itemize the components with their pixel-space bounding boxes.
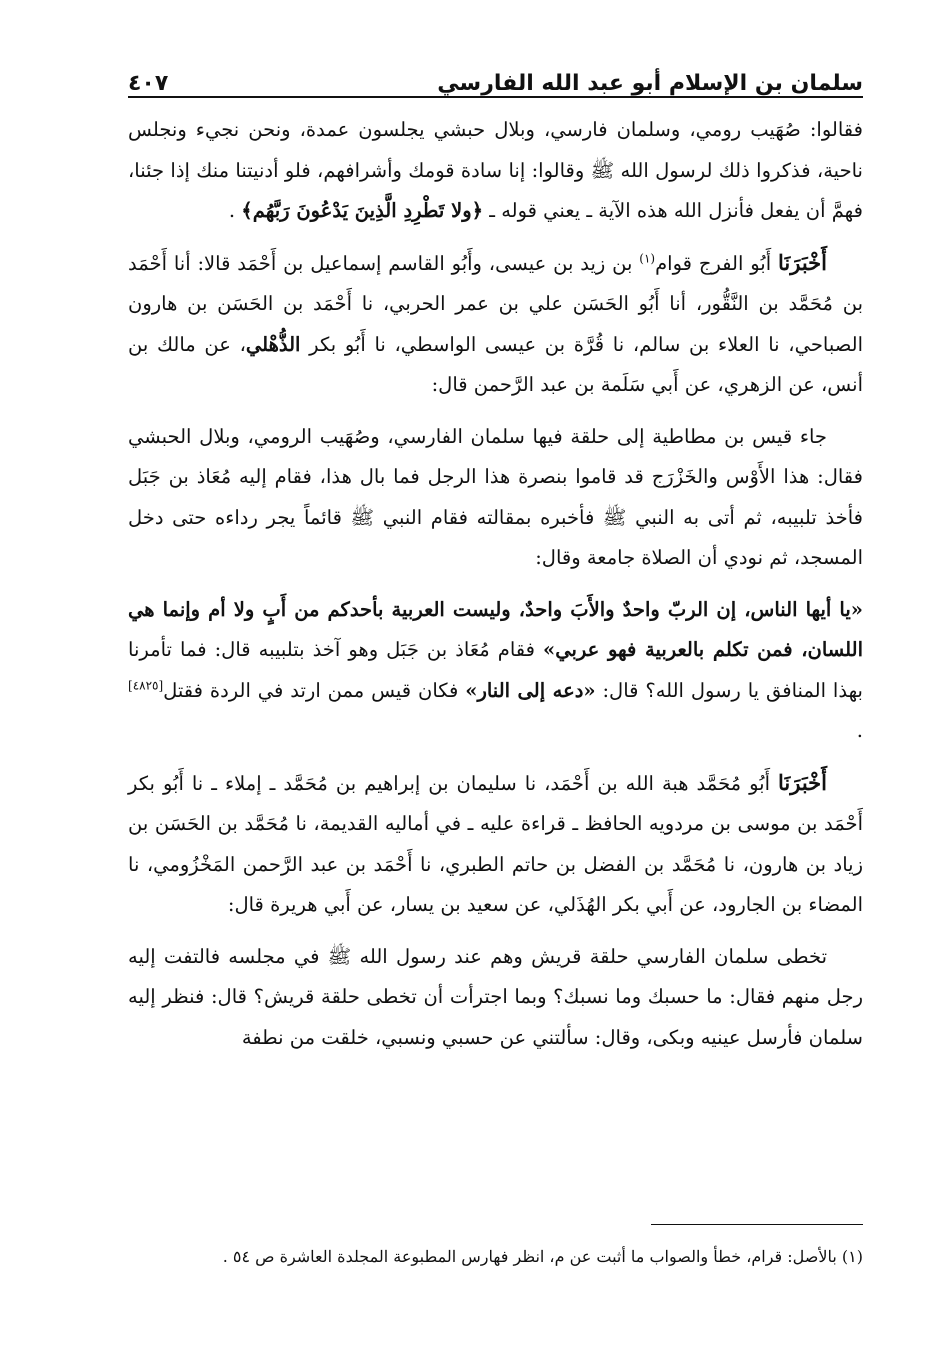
paragraph-3: جاء قيس بن مطاطية إلى حلقة فيها سلمان الفارسي، وصُهَيب الرومي، وبلال الحبشي فقال: هذا الأَوْس والخَزْرَج قد قاموا بنصرة هذا الرجل فما بال هذا، فقام إليه مُعَاذ بن جَبَل فأخذ تلبيبه، ثم أتى به النبي ﷺ فأخبره بمقالته فقام النبي ﷺ قائماً يجر رداءه حتى دخل المسجد، ثم نودي أن الصلاة جامعة وقال: — [128, 424, 863, 569]
page-number: ٤٠٧ — [128, 71, 169, 96]
footnote-divider — [651, 1224, 863, 1225]
isnad-lead: أَخْبَرَنَا — [778, 249, 827, 275]
paragraph-6: تخطى سلمان الفارسي حلقة قريش وهم عند رسول الله ﷺ في مجلسه فالتفت إليه رجل منهم فقال: ما حسبك وما نسبك؟ وبما اجترأت أن تخطى حلقة قريش؟ قال: فنظر إليه سلمان فأرسل عينيه وبكى، وقال: سألتني عن حسبي ونسبي، خلقت من نطفة — [128, 944, 863, 1049]
paragraph-5: أَخْبَرَنَا أَبُو مُحَمَّد هبة الله بن أَحْمَد، نا سليمان بن إبراهيم بن مُحَمَّد ـ إملاء ـ نا أَبُو بكر أَحْمَد بن موسى بن مردويه الحافظ ـ قراءة عليه ـ في أماليه القديمة، نا مُحَمَّد بن الحَسَن بن زياد بن هارون، نا مُحَمَّد بن الفضل بن حاتم الطبري، نا أَحْمَد بن عبد الرَّحمن المَخْزُومي، نا المضاء بن الجارود، عن أَبي بكر الهُذَلي، عن سعيد بن يسار، عن أَبي هريرة قال: — [128, 769, 863, 916]
paragraph-2: أَخْبَرَنَا أَبُو الفرج قوام$^{(١)}$ بن زيد بن عيسى، وأَبُو القاسم إسماعيل بن أَحْمَد قالا: أنا أَحْمَد بن مُحَمَّد بن النَّقُّور، أنا أَبُو الحَسَن علي بن عمر الحربي، نا أَحْمَد بن الحَسَن بن هارون الصباحي، نا العلاء بن سالم، نا قُرَّة بن عيسى الواسطي، نا أَبُو بكر الذُّهْلي، عن مالك بن أنس، عن الزهري، عن أَبي سَلَمة بن عبد الرَّحمن قال: — [128, 249, 863, 396]
footnote-marker: (١) — [639, 251, 656, 265]
page — [128, 52, 863, 1069]
isnad-lead-2: أَخْبَرَنَا — [778, 769, 827, 795]
reference-number: [٤٨٢٥] — [128, 678, 164, 692]
running-header — [128, 52, 863, 98]
paragraph-4: «يا أيها الناس، إن الربّ واحدٌ والأَبَ واحدٌ، وليست العربية بأحدكم من أَبٍ ولا أم وإنما هي اللسان، فمن تكلم بالعربية فهو عربي» فقام مُعَاذ بن جَبَل وهو آخذ بتلبيبه قال: فما تأمرنا بهذا المنافق يا رسول الله؟ قال: «دعه إلى النار» فكان قيس ممن ارتد في الردة فقتل[٤٨٢٥] . — [128, 597, 863, 742]
hadith-text: «يا أيها الناس، إن الربّ واحدٌ والأَبَ واحدٌ، وليست العربية بأحدكم من أَبٍ ولا أم وإنما هي اللسان، فمن تكلم بالعربية فهو عربي» — [128, 597, 863, 661]
hadith-text-2: «دعه إلى النار» — [465, 678, 596, 702]
main-text — [128, 110, 863, 1058]
quran-verse: ﴿ولا تَطْرِدِ الَّذِينَ يَدْعُونَ رَبَّهُم﴾ — [241, 199, 484, 222]
bold-name: الذُّهْلي — [245, 332, 301, 356]
running-title: سلمان بن الإسلام أبو عبد الله الفارسي — [437, 71, 863, 96]
footnote: (١) بالأصل: قرام، خطأ والصواب ما أثبت عن م، انظر فهارس المطبوعة المجلدة العاشرة ص ٥٤ . — [222, 1247, 863, 1266]
paragraph-1: فقالوا: صُهَيب رومي، وسلمان فارسي، وبلال حبشي يجلسون عمدة، ونحن نجيء ونجلس ناحية، فذكروا ذلك لرسول الله ﷺ وقالوا: إنا سادة قومك وأشرافهم، فلو أدنيتنا منك إذا جئنا، فهمَّ أن يفعل فأنزل الله هذه الآية ـ يعني قوله ـ ﴿ولا تَطْرِدِ الَّذِينَ يَدْعُونَ رَبَّهُم﴾ . — [128, 118, 863, 222]
